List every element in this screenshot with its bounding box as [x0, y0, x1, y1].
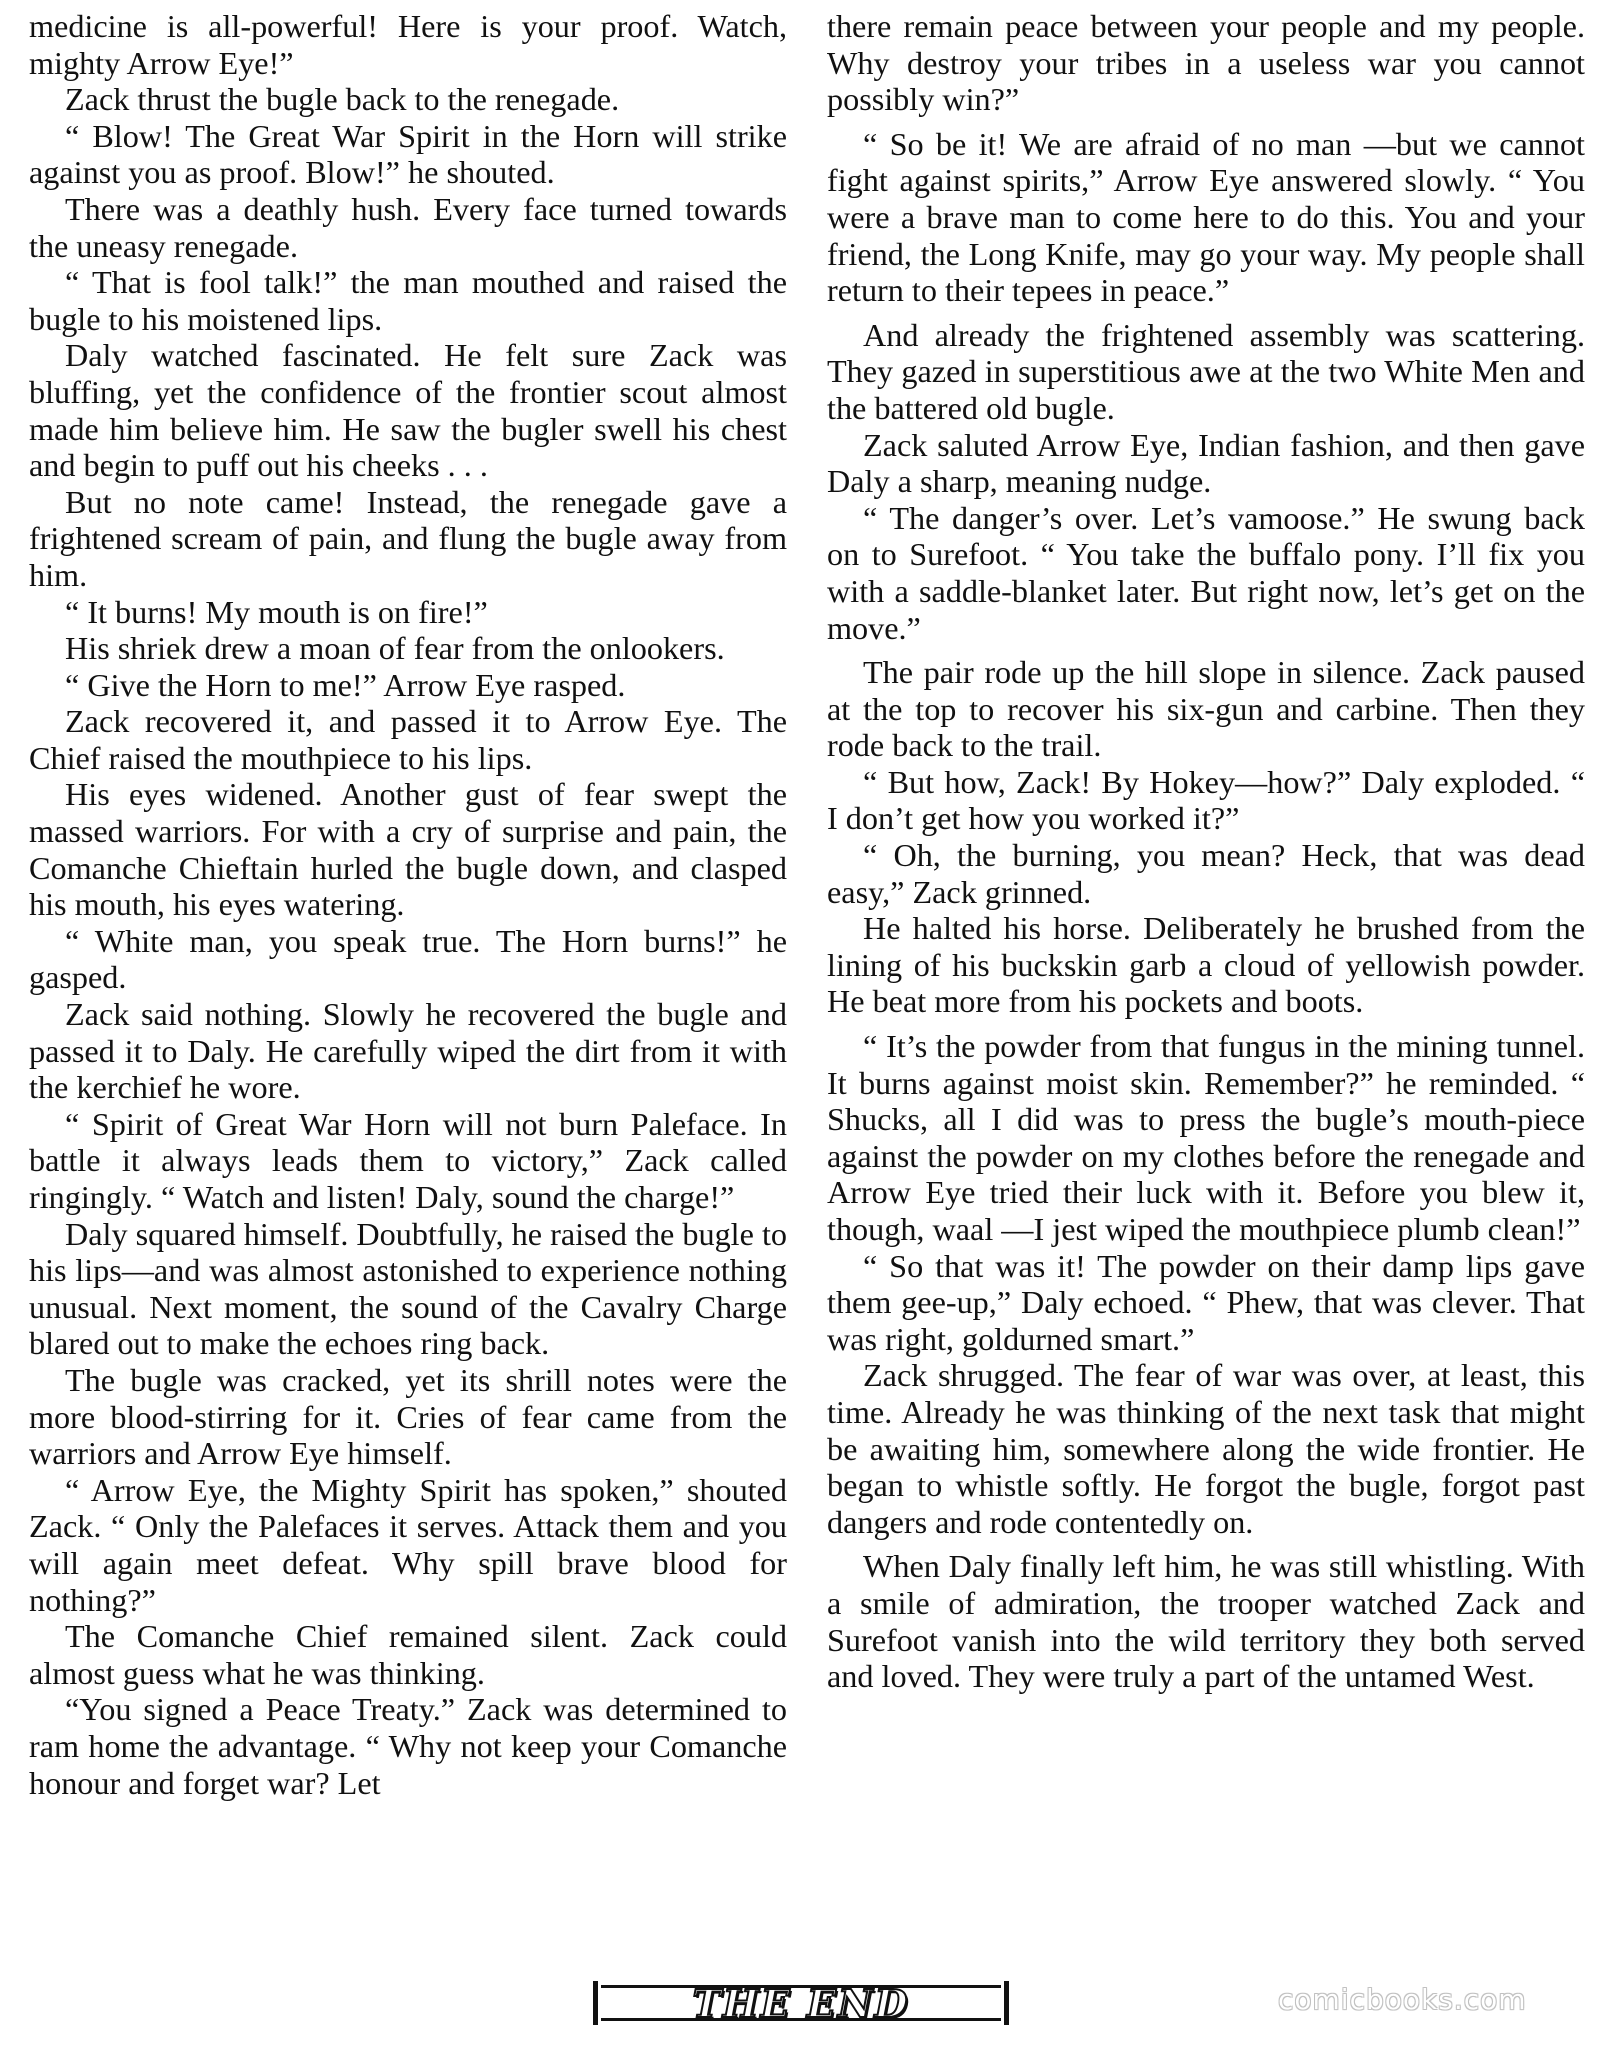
- paragraph: “ So that was it! The powder on their damp lips gave them gee-up,” Daly echoed. “ Phew, that was clever. That was right, goldurned smart.”: [827, 1247, 1585, 1357]
- paragraph: “ Arrow Eye, the Mighty Spirit has spoken,” shouted Zack. “ Only the Palefaces it serves. Attack them and you will again meet defeat. Why spill brave blood for nothing?”: [29, 1471, 787, 1618]
- paragraph: there remain peace between your people and my people. Why destroy your tribes in a useless war you cannot possibly win?”: [827, 8, 1585, 118]
- paragraph: The bugle was cracked, yet its shrill notes were the more blood-stirring for it. Cries of fear came from the warriors and Arrow Eye himself.: [29, 1361, 787, 1472]
- banner-left-bar: [593, 1981, 598, 2025]
- the-end-text: THE END: [692, 1980, 910, 2026]
- paragraph: And already the frightened assembly was scattering. They gazed in superstitious awe at the two White Men and the battered old bugle.: [827, 316, 1585, 426]
- paragraph: He halted his horse. Deliberately he brushed from the lining of his buckskin garb a cloud of yellowish powder. He beat more from his pockets and boots.: [827, 910, 1585, 1020]
- paragraph: “ It’s the powder from that fungus in the mining tunnel. It burns against moist skin. Remember?” he reminded. “ Shucks, all I did was to press the bugle’s mouth-piece against the powder on my clothes before the renegade and Arrow Eye tried their luck with it. Before you blew it, though, waal —I jest wiped the mouthpiece plumb clean!”: [827, 1028, 1585, 1247]
- right-text-column: [827, 8, 1585, 1695]
- paragraph: Daly watched fascinated. He felt sure Zack was bluffing, yet the confidence of the frontier scout almost made him believe him. He saw the bugler swell his chest and begin to puff out his cheeks . . .: [29, 337, 787, 484]
- left-text-column: [29, 8, 787, 1801]
- paragraph: But no note came! Instead, the renegade gave a frightened scream of pain, and flung the bugle away from him.: [29, 483, 787, 593]
- paragraph: medicine is all-powerful! Here is your proof. Watch, mighty Arrow Eye!”: [29, 8, 787, 81]
- paragraph: “ It burns! My mouth is on fire!”: [65, 593, 488, 630]
- banner-right-bar: [1004, 1981, 1009, 2025]
- paragraph: “ But how, Zack! By Hokey—how?” Daly exploded. “ I don’t get how you worked it?”: [827, 763, 1585, 837]
- paragraph: “ The danger’s over. Let’s vamoose.” He swung back on to Surefoot. “ You take the buffalo pony. I’ll fix you with a saddle-blanket later. But right now, let’s get on the move.”: [827, 499, 1585, 646]
- paragraph: “ Oh, the burning, you mean? Heck, that was dead easy,” Zack grinned.: [827, 837, 1585, 910]
- paragraph: “ White man, you speak true. The Horn burns!” he gasped.: [29, 922, 787, 996]
- paragraph: “ That is fool talk!” the man mouthed and raised the bugle to his moistened lips.: [29, 264, 787, 337]
- paragraph: Zack saluted Arrow Eye, Indian fashion, and then gave Daly a sharp, meaning nudge.: [827, 426, 1585, 500]
- paragraph: “You signed a Peace Treaty.” Zack was determined to ram home the advantage. “ Why not keep your Comanche honour and forget war? Let: [29, 1691, 787, 1801]
- paragraph: Daly squared himself. Doubtfully, he raised the bugle to his lips—and was almost astonished to experience nothing unusual. Next moment, the sound of the Cavalry Charge blared out to make the echoes ring back.: [29, 1215, 787, 1362]
- paragraph: His eyes widened. Another gust of fear swept the massed warriors. For with a cry of surprise and pain, the Comanche Chieftain hurled the bugle down, and clasped his mouth, his eyes watering.: [29, 776, 787, 923]
- paragraph: Zack thrust the bugle back to the renegade.: [65, 81, 620, 118]
- watermark: comicbooks.com: [1278, 1983, 1527, 2016]
- paragraph: The pair rode up the hill slope in silence. Zack paused at the top to recover his six-gun and carbine. Then they rode back to the trail.: [827, 654, 1585, 764]
- paragraph: Zack shrugged. The fear of war was over, at least, this time. Already he was thinking of the next task that might be awaiting him, somewhere along the wide frontier. He began to whistle softly. He forgot the bugle, forgot past dangers and rode contentedly on.: [827, 1357, 1585, 1540]
- paragraph: Zack said nothing. Slowly he recovered the bugle and passed it to Daly. He carefully wiped the dirt from it with the kerchief he wore.: [29, 996, 787, 1106]
- paragraph: “ So be it! We are afraid of no man —but we cannot fight against spirits,” Arrow Eye answered slowly. “ You were a brave man to come here to do this. You and your friend, the Long Knife, may go your way. My people shall return to their tepees in peace.”: [827, 125, 1585, 309]
- paragraph: “ Spirit of Great War Horn will not burn Paleface. In battle it always leads them to victory,” Zack called ringingly. “ Watch and listen! Daly, sound the charge!”: [29, 1105, 787, 1215]
- the-end-banner: [591, 1981, 1011, 2025]
- paragraph: “ Blow! The Great War Spirit in the Horn will strike against you as proof. Blow!” he shouted.: [29, 117, 787, 191]
- paragraph: His shriek drew a moan of fear from the onlookers.: [65, 630, 725, 667]
- paragraph: The Comanche Chief remained silent. Zack could almost guess what he was thinking.: [29, 1618, 787, 1691]
- paragraph: When Daly finally left him, he was still whistling. With a smile of admiration, the trooper watched Zack and Surefoot vanish into the wild territory they both served and loved. They were truly a part of the untamed West.: [827, 1548, 1585, 1695]
- paragraph: There was a deathly hush. Every face turned towards the uneasy renegade.: [29, 190, 787, 264]
- paragraph: “ Give the Horn to me!” Arrow Eye rasped.: [65, 666, 626, 703]
- paragraph: Zack recovered it, and passed it to Arrow Eye. The Chief raised the mouthpiece to his lips.: [29, 703, 787, 776]
